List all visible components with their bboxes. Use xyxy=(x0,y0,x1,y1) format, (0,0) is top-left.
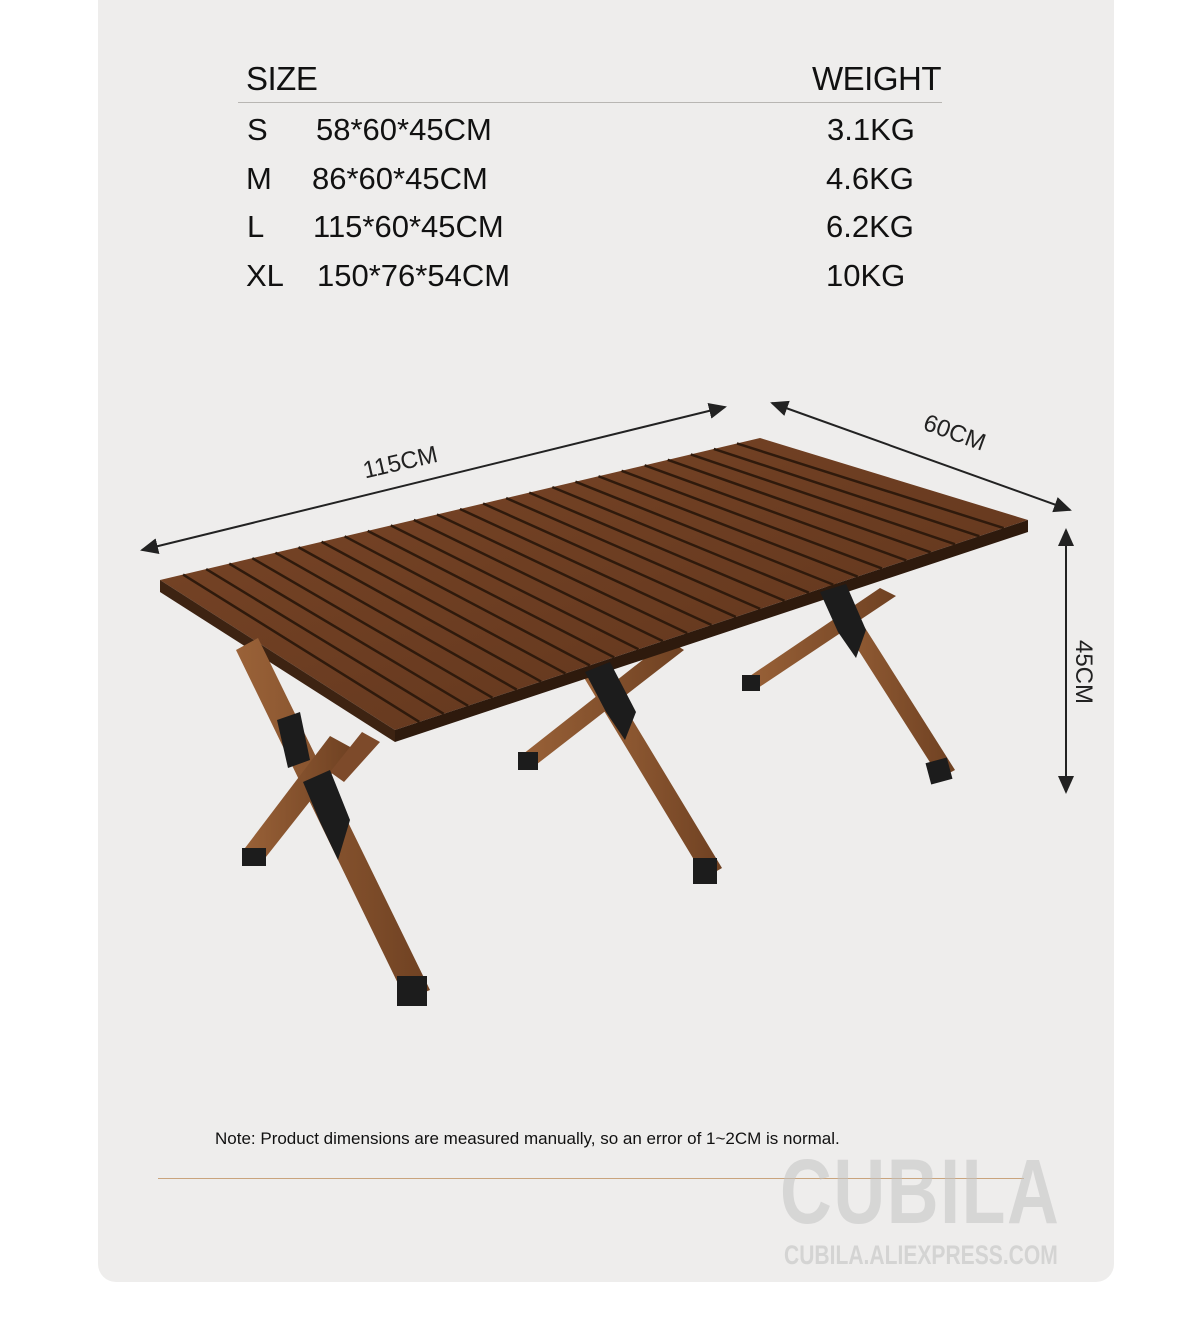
row-size: S xyxy=(247,112,268,147)
brand-watermark: CUBILA xyxy=(780,1141,1061,1243)
weight-header: WEIGHT xyxy=(812,60,941,97)
size-header: SIZE xyxy=(246,60,318,97)
height-label: 45CM xyxy=(1070,639,1097,705)
row-weight: 6.2KG xyxy=(826,209,914,244)
row-dims: 115*60*45CM xyxy=(313,209,504,244)
row-weight: 10KG xyxy=(826,258,906,293)
row-dims: 58*60*45CM xyxy=(316,112,492,147)
row-size: L xyxy=(247,209,265,244)
row-weight: 4.6KG xyxy=(826,161,914,196)
length-label: 115CM xyxy=(360,441,441,485)
measurement-note: Note: Product dimensions are measured manually, so an error of 1~2CM is normal. xyxy=(215,1129,840,1148)
row-dims: 150*76*54CM xyxy=(317,258,511,293)
url-watermark: CUBILA.ALIEXPRESS.COM xyxy=(784,1240,1058,1270)
width-label: 60CM xyxy=(919,409,990,457)
row-weight: 3.1KG xyxy=(827,112,915,147)
row-size: M xyxy=(246,161,272,196)
row-size: XL xyxy=(246,258,284,293)
row-dims: 86*60*45CM xyxy=(312,161,488,196)
